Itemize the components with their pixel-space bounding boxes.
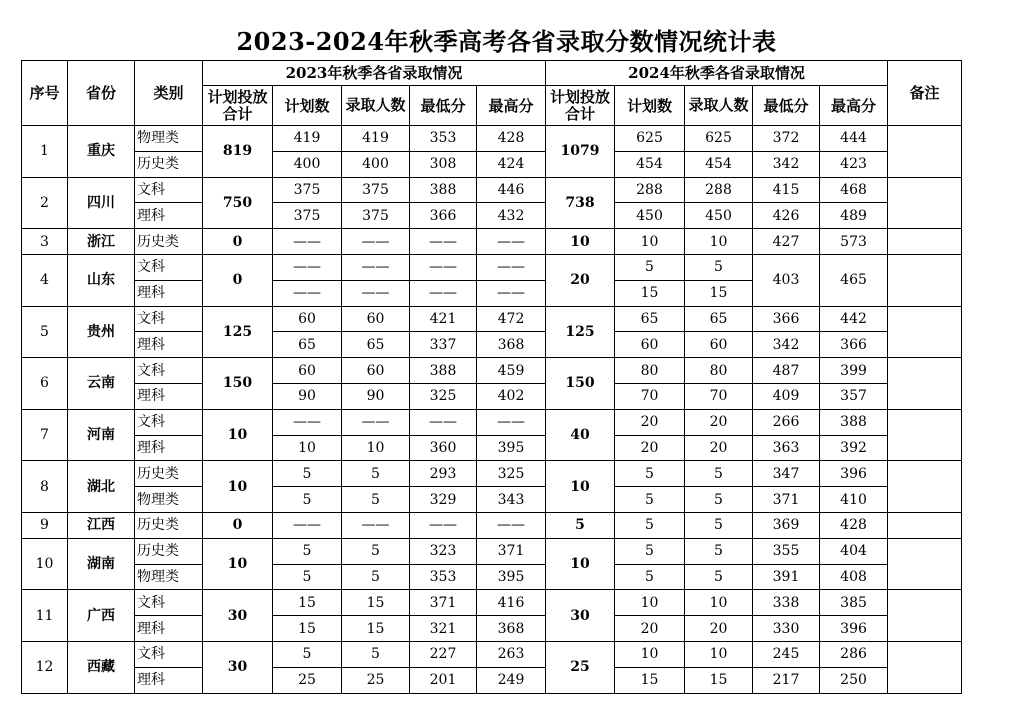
admitted-2023-cell: 90 [342,383,410,409]
admitted-2024-cell: 5 [685,487,753,513]
min-2024-cell: 355 [753,538,820,564]
admitted-2023-cell: 5 [342,564,410,590]
admitted-2024-cell: 5 [685,538,753,564]
min-2024-cell: 371 [753,487,820,513]
max-2024-cell: 392 [820,435,888,461]
plan-2023-cell: 10 [273,435,342,461]
header-2023-plan-total: 计划投放合计 [203,86,273,126]
admitted-2023-cell: —— [342,409,410,435]
table-row [22,538,962,564]
min-2024-cell: 366 [753,306,820,332]
plan-total-2024-cell: 10 [546,461,615,513]
plan-2024-cell: 65 [615,306,685,332]
plan-2023-cell: —— [273,409,342,435]
category-cell: 文科 [135,306,203,332]
admitted-2023-cell: 10 [342,435,410,461]
category-cell: 理科 [135,435,203,461]
plan-2023-cell: 60 [273,306,342,332]
table-row [22,151,962,177]
max-2024-cell: 404 [820,538,888,564]
category-cell: 历史类 [135,461,203,487]
min-2023-cell: 337 [410,332,477,358]
admitted-2023-cell: 5 [342,487,410,513]
min-2023-cell: 227 [410,641,477,667]
admitted-2023-cell: —— [342,229,410,255]
min-2023-cell: 308 [410,151,477,177]
plan-2023-cell: 5 [273,487,342,513]
max-2024-cell: 573 [820,229,888,255]
category-cell: 文科 [135,358,203,384]
plan-2023-cell: 375 [273,203,342,229]
plan-2023-cell: —— [273,229,342,255]
max-2024-cell: 399 [820,358,888,384]
plan-total-2024-cell: 10 [546,229,615,255]
max-2024-cell: 396 [820,616,888,642]
plan-total-2024-cell: 150 [546,358,615,410]
seq-cell: 3 [22,229,68,255]
min-2024-cell: 266 [753,409,820,435]
min-2024-cell: 372 [753,126,820,152]
min-2023-cell: 360 [410,435,477,461]
max-2023-cell: —— [477,280,546,306]
plan-total-2023-cell: 10 [203,538,273,590]
plan-2023-cell: 5 [273,564,342,590]
max-2023-cell: 325 [477,461,546,487]
max-2023-cell: 446 [477,177,546,203]
max-2023-cell: 395 [477,435,546,461]
table-row [22,512,962,538]
admitted-2024-cell: 60 [685,332,753,358]
min-2024-cell: 245 [753,641,820,667]
plan-2024-cell: 5 [615,564,685,590]
min-2023-cell: 371 [410,590,477,616]
max-2024-cell: 468 [820,177,888,203]
admitted-2023-cell: 5 [342,461,410,487]
min-2023-cell: 353 [410,564,477,590]
plan-2023-cell: 375 [273,177,342,203]
province-cell: 河南 [68,409,135,461]
header-2024-max: 最高分 [820,86,888,126]
table-row [22,435,962,461]
table-row [22,590,962,616]
page-title: 2023-2024年秋季高考各省录取分数情况统计表 [236,27,777,56]
plan-2023-cell: 15 [273,590,342,616]
province-cell: 湖南 [68,538,135,590]
plan-total-2024-cell: 125 [546,306,615,358]
admitted-2024-cell: 80 [685,358,753,384]
min-2024-cell: 426 [753,203,820,229]
plan-total-2024-cell: 25 [546,641,615,693]
category-cell: 理科 [135,332,203,358]
admission-stats-table [21,60,962,694]
admitted-2023-cell: 400 [342,151,410,177]
min-2023-cell: 353 [410,126,477,152]
table-row [22,229,962,255]
plan-2023-cell: 419 [273,126,342,152]
min-2023-cell: 201 [410,667,477,693]
table-row [22,177,962,203]
max-2023-cell: 263 [477,641,546,667]
province-cell: 山东 [68,254,135,306]
category-cell: 文科 [135,641,203,667]
admitted-2024-cell: 625 [685,126,753,152]
province-cell: 西藏 [68,641,135,693]
min-2023-cell: —— [410,229,477,255]
admitted-2023-cell: 419 [342,126,410,152]
remark-cell [888,512,962,538]
plan-total-2023-cell: 150 [203,358,273,410]
max-2023-cell: 459 [477,358,546,384]
remark-cell [888,358,962,410]
table-row [22,203,962,229]
province-cell: 浙江 [68,229,135,255]
admitted-2024-cell: 70 [685,383,753,409]
max-2024-cell: 388 [820,409,888,435]
admitted-2024-cell: 15 [685,667,753,693]
min-2023-cell: —— [410,409,477,435]
min-2024-cell: 347 [753,461,820,487]
min-2024-cell: 391 [753,564,820,590]
min-2023-cell: 388 [410,177,477,203]
max-2024-cell: 396 [820,461,888,487]
category-cell: 文科 [135,254,203,280]
plan-2024-cell: 15 [615,667,685,693]
plan-2023-cell: —— [273,512,342,538]
max-2023-cell: 371 [477,538,546,564]
header-2024-plan: 计划数 [615,86,685,126]
max-2023-cell: 343 [477,487,546,513]
header-row-groups [22,61,962,86]
max-2024-cell: 385 [820,590,888,616]
seq-cell: 1 [22,126,68,178]
plan-total-2023-cell: 10 [203,461,273,513]
admitted-2024-cell: 454 [685,151,753,177]
plan-2024-cell: 20 [615,616,685,642]
max-2023-cell: 402 [477,383,546,409]
plan-total-2023-cell: 30 [203,590,273,642]
min-2023-cell: 325 [410,383,477,409]
max-2023-cell: 368 [477,332,546,358]
plan-2023-cell: 65 [273,332,342,358]
plan-total-2024-cell: 20 [546,254,615,306]
min-2024-cell: 369 [753,512,820,538]
plan-2023-cell: —— [273,254,342,280]
table-row [22,383,962,409]
plan-2023-cell: 60 [273,358,342,384]
table-row [22,616,962,642]
table-row [22,332,962,358]
plan-2024-cell: 70 [615,383,685,409]
min-2024-cell: 330 [753,616,820,642]
plan-total-2023-cell: 10 [203,409,273,461]
min-2024-cell: 415 [753,177,820,203]
min-2024-cell: 363 [753,435,820,461]
plan-2024-cell: 625 [615,126,685,152]
seq-cell: 11 [22,590,68,642]
category-cell: 理科 [135,667,203,693]
province-cell: 云南 [68,358,135,410]
min-2024-cell: 217 [753,667,820,693]
province-cell: 湖北 [68,461,135,513]
min-2024-cell: 403 [753,254,820,306]
table-row [22,487,962,513]
min-2023-cell: 323 [410,538,477,564]
max-2024-cell: 408 [820,564,888,590]
min-2024-cell: 338 [753,590,820,616]
plan-total-2023-cell: 0 [203,254,273,306]
remark-cell [888,177,962,229]
plan-2024-cell: 288 [615,177,685,203]
admitted-2023-cell: 15 [342,590,410,616]
header-province: 省份 [68,61,135,126]
header-seq: 序号 [22,61,68,126]
table-row [22,667,962,693]
province-cell: 贵州 [68,306,135,358]
category-cell: 文科 [135,177,203,203]
admitted-2023-cell: —— [342,254,410,280]
min-2024-cell: 342 [753,151,820,177]
category-cell: 历史类 [135,151,203,177]
category-cell: 文科 [135,409,203,435]
plan-2023-cell: 90 [273,383,342,409]
min-2023-cell: —— [410,254,477,280]
admitted-2023-cell: 375 [342,177,410,203]
min-2023-cell: 421 [410,306,477,332]
table-row [22,358,962,384]
province-cell: 广西 [68,590,135,642]
min-2024-cell: 409 [753,383,820,409]
seq-cell: 12 [22,641,68,693]
header-2024-plan-total: 计划投放合计 [546,86,615,126]
plan-total-2024-cell: 1079 [546,126,615,178]
plan-total-2024-cell: 30 [546,590,615,642]
province-cell: 四川 [68,177,135,229]
remark-cell [888,538,962,590]
admitted-2024-cell: 20 [685,616,753,642]
remark-cell [888,590,962,642]
remark-cell [888,229,962,255]
max-2023-cell: —— [477,512,546,538]
header-2024-group: 2024年秋季各省录取情况 [546,61,888,86]
plan-2024-cell: 15 [615,280,685,306]
header-2023-max: 最高分 [477,86,546,126]
admitted-2023-cell: 5 [342,538,410,564]
seq-cell: 2 [22,177,68,229]
plan-total-2023-cell: 125 [203,306,273,358]
category-cell: 历史类 [135,229,203,255]
plan-2024-cell: 10 [615,641,685,667]
min-2023-cell: 321 [410,616,477,642]
plan-total-2023-cell: 750 [203,177,273,229]
min-2024-cell: 342 [753,332,820,358]
plan-2023-cell: 5 [273,461,342,487]
admitted-2023-cell: 5 [342,641,410,667]
plan-2024-cell: 5 [615,487,685,513]
min-2023-cell: —— [410,280,477,306]
plan-2024-cell: 80 [615,358,685,384]
remark-cell [888,306,962,358]
max-2024-cell: 489 [820,203,888,229]
plan-2024-cell: 20 [615,409,685,435]
admitted-2024-cell: 65 [685,306,753,332]
admitted-2024-cell: 15 [685,280,753,306]
seq-cell: 10 [22,538,68,590]
max-2023-cell: 249 [477,667,546,693]
plan-total-2023-cell: 0 [203,512,273,538]
province-cell: 重庆 [68,126,135,178]
category-cell: 历史类 [135,538,203,564]
admitted-2023-cell: 375 [342,203,410,229]
remark-cell [888,126,962,178]
plan-total-2023-cell: 819 [203,126,273,178]
max-2024-cell: 442 [820,306,888,332]
admitted-2023-cell: —— [342,280,410,306]
seq-cell: 4 [22,254,68,306]
plan-total-2023-cell: 30 [203,641,273,693]
admitted-2024-cell: 20 [685,409,753,435]
category-cell: 理科 [135,616,203,642]
admitted-2023-cell: 60 [342,306,410,332]
max-2024-cell: 357 [820,383,888,409]
admitted-2024-cell: 20 [685,435,753,461]
min-2024-cell: 487 [753,358,820,384]
plan-2023-cell: —— [273,280,342,306]
plan-2024-cell: 5 [615,512,685,538]
min-2024-cell: 427 [753,229,820,255]
table-row [22,564,962,590]
header-2024-admitted: 录取人数 [685,86,753,126]
admitted-2024-cell: 5 [685,461,753,487]
header-2023-min: 最低分 [410,86,477,126]
max-2024-cell: 410 [820,487,888,513]
admitted-2023-cell: —— [342,512,410,538]
plan-2023-cell: 15 [273,616,342,642]
admitted-2024-cell: 5 [685,254,753,280]
table-row [22,126,962,152]
category-cell: 文科 [135,590,203,616]
table-row [22,306,962,332]
seq-cell: 6 [22,358,68,410]
max-2024-cell: 286 [820,641,888,667]
max-2023-cell: 428 [477,126,546,152]
plan-2024-cell: 5 [615,254,685,280]
header-2023-group: 2023年秋季各省录取情况 [203,61,546,86]
max-2023-cell: 472 [477,306,546,332]
header-remark: 备注 [888,61,962,126]
max-2023-cell: —— [477,409,546,435]
plan-2023-cell: 5 [273,641,342,667]
min-2023-cell: —— [410,512,477,538]
admitted-2023-cell: 15 [342,616,410,642]
plan-2023-cell: 5 [273,538,342,564]
table-row [22,254,962,280]
max-2023-cell: 368 [477,616,546,642]
plan-2024-cell: 10 [615,229,685,255]
admitted-2024-cell: 10 [685,590,753,616]
category-cell: 历史类 [135,512,203,538]
min-2023-cell: 388 [410,358,477,384]
remark-cell [888,641,962,693]
plan-2023-cell: 25 [273,667,342,693]
category-cell: 理科 [135,383,203,409]
plan-2024-cell: 5 [615,538,685,564]
max-2023-cell: 416 [477,590,546,616]
header-2023-plan: 计划数 [273,86,342,126]
table-row [22,461,962,487]
plan-2023-cell: 400 [273,151,342,177]
max-2024-cell: 250 [820,667,888,693]
min-2023-cell: 329 [410,487,477,513]
admitted-2024-cell: 288 [685,177,753,203]
admitted-2024-cell: 5 [685,512,753,538]
admitted-2024-cell: 450 [685,203,753,229]
admitted-2024-cell: 10 [685,641,753,667]
plan-total-2024-cell: 738 [546,177,615,229]
seq-cell: 8 [22,461,68,513]
plan-2024-cell: 60 [615,332,685,358]
plan-2024-cell: 20 [615,435,685,461]
max-2023-cell: —— [477,254,546,280]
max-2024-cell: 423 [820,151,888,177]
remark-cell [888,461,962,513]
max-2023-cell: 395 [477,564,546,590]
max-2023-cell: 424 [477,151,546,177]
header-2024-min: 最低分 [753,86,820,126]
admitted-2023-cell: 25 [342,667,410,693]
admitted-2024-cell: 5 [685,564,753,590]
remark-cell [888,254,962,306]
plan-2024-cell: 450 [615,203,685,229]
max-2024-cell: 465 [820,254,888,306]
province-cell: 江西 [68,512,135,538]
plan-total-2024-cell: 40 [546,409,615,461]
category-cell: 理科 [135,203,203,229]
category-cell: 物理类 [135,126,203,152]
remark-cell [888,409,962,461]
seq-cell: 7 [22,409,68,461]
admitted-2023-cell: 65 [342,332,410,358]
max-2023-cell: —— [477,229,546,255]
admitted-2024-cell: 10 [685,229,753,255]
category-cell: 物理类 [135,564,203,590]
table-row [22,641,962,667]
seq-cell: 9 [22,512,68,538]
plan-total-2024-cell: 5 [546,512,615,538]
table-row [22,409,962,435]
max-2024-cell: 444 [820,126,888,152]
header-category: 类别 [135,61,203,126]
category-cell: 理科 [135,280,203,306]
plan-2024-cell: 454 [615,151,685,177]
plan-total-2024-cell: 10 [546,538,615,590]
max-2024-cell: 428 [820,512,888,538]
header-2023-admitted: 录取人数 [342,86,410,126]
plan-2024-cell: 5 [615,461,685,487]
category-cell: 物理类 [135,487,203,513]
seq-cell: 5 [22,306,68,358]
max-2023-cell: 432 [477,203,546,229]
admitted-2023-cell: 60 [342,358,410,384]
max-2024-cell: 366 [820,332,888,358]
min-2023-cell: 366 [410,203,477,229]
table-body [22,126,962,694]
plan-total-2023-cell: 0 [203,229,273,255]
plan-2024-cell: 10 [615,590,685,616]
min-2023-cell: 293 [410,461,477,487]
